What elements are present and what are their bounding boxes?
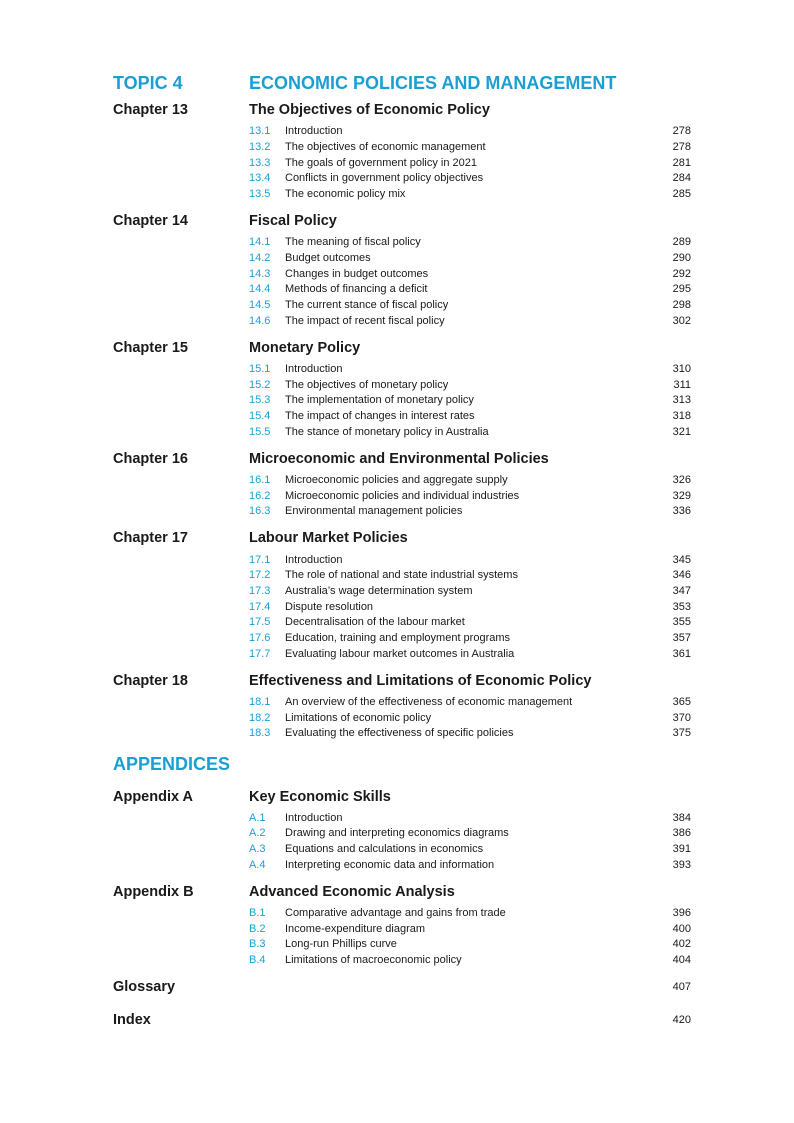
section-title: Evaluating the effectiveness of specific policies bbox=[285, 727, 514, 739]
section-title: Introduction bbox=[285, 125, 343, 137]
toc-entry[interactable] bbox=[249, 922, 691, 937]
page-number: 402 bbox=[672, 938, 691, 950]
section-number: 14.5 bbox=[249, 299, 271, 311]
appendix-title: Key Economic Skills bbox=[249, 789, 391, 805]
toc-entry[interactable] bbox=[249, 553, 691, 568]
section-title: The stance of monetary policy in Australia bbox=[285, 426, 489, 438]
section-number: 13.2 bbox=[249, 141, 271, 153]
section-number: 14.2 bbox=[249, 252, 271, 264]
chapter-label: Chapter 17 bbox=[113, 530, 188, 546]
section-number: 16.3 bbox=[249, 505, 271, 517]
section-number: 17.3 bbox=[249, 585, 271, 597]
page-number: 400 bbox=[672, 923, 691, 935]
page-number: 311 bbox=[673, 379, 691, 391]
page-number: 393 bbox=[672, 859, 691, 871]
section-title: Introduction bbox=[285, 363, 343, 375]
toc-entry[interactable] bbox=[249, 171, 691, 186]
toc-entry[interactable] bbox=[249, 282, 691, 297]
section-title: The impact of changes in interest rates bbox=[285, 410, 475, 422]
section-title: Education, training and employment programs bbox=[285, 632, 511, 644]
section-number: 15.3 bbox=[249, 394, 271, 406]
section-title: Limitations of economic policy bbox=[285, 712, 432, 724]
topic-title: ECONOMIC POLICIES AND MANAGEMENT bbox=[249, 73, 617, 93]
toc-entry[interactable] bbox=[249, 937, 691, 952]
section-number: A.3 bbox=[249, 843, 266, 855]
toc-entry[interactable] bbox=[249, 615, 691, 630]
page-number: 391 bbox=[672, 843, 691, 855]
section-number: B.1 bbox=[249, 907, 266, 919]
page-number: 285 bbox=[672, 188, 691, 200]
section-title: Comparative advantage and gains from trade bbox=[285, 907, 506, 919]
appendix-title: Advanced Economic Analysis bbox=[249, 884, 455, 900]
section-number: 15.1 bbox=[249, 363, 271, 375]
toc-entry[interactable] bbox=[249, 953, 691, 968]
page-number: 326 bbox=[672, 474, 691, 486]
toc-entry[interactable] bbox=[249, 906, 691, 921]
chapter-label: Chapter 14 bbox=[113, 213, 188, 229]
toc-entry[interactable] bbox=[249, 647, 691, 662]
section-number: B.4 bbox=[249, 954, 266, 966]
page-number: 295 bbox=[672, 283, 691, 295]
section-title: Microeconomic policies and individual industries bbox=[285, 490, 520, 502]
page-number: 375 bbox=[672, 727, 691, 739]
appendices-heading: APPENDICES bbox=[113, 754, 231, 774]
page-number: 302 bbox=[672, 315, 691, 327]
page-number: 353 bbox=[672, 601, 691, 613]
page-number: 404 bbox=[672, 954, 691, 966]
index-page-number: 420 bbox=[672, 1014, 691, 1026]
toc-entry[interactable] bbox=[249, 473, 691, 488]
toc-entry[interactable] bbox=[249, 314, 691, 329]
toc-entry[interactable] bbox=[249, 409, 691, 424]
section-number: 17.5 bbox=[249, 616, 271, 628]
toc-entry[interactable] bbox=[249, 425, 691, 440]
page-number: 396 bbox=[672, 907, 691, 919]
chapter-title: Fiscal Policy bbox=[249, 213, 337, 229]
page-number: 345 bbox=[672, 554, 691, 566]
section-title: Changes in budget outcomes bbox=[285, 268, 429, 280]
section-title: Interpreting economic data and information bbox=[285, 859, 495, 871]
section-number: 15.4 bbox=[249, 410, 271, 422]
toc-entry[interactable] bbox=[249, 393, 691, 408]
page-number: 313 bbox=[672, 394, 691, 406]
section-number: 16.1 bbox=[249, 474, 271, 486]
toc-entry[interactable] bbox=[249, 362, 691, 377]
section-number: 18.2 bbox=[249, 712, 271, 724]
toc-entry[interactable] bbox=[249, 251, 691, 266]
section-number: 18.3 bbox=[249, 727, 271, 739]
section-title: The current stance of fiscal policy bbox=[285, 299, 449, 311]
section-number: A.4 bbox=[249, 859, 266, 871]
section-title: Drawing and interpreting economics diagrams bbox=[285, 827, 509, 839]
toc-entry[interactable] bbox=[249, 378, 691, 393]
section-number: 17.4 bbox=[249, 601, 271, 613]
topic-label: TOPIC 4 bbox=[113, 73, 183, 93]
index-label[interactable]: Index bbox=[113, 1012, 151, 1028]
toc-entry[interactable] bbox=[249, 811, 691, 826]
chapter-title: Monetary Policy bbox=[249, 340, 361, 356]
section-title: The goals of government policy in 2021 bbox=[285, 157, 478, 169]
section-title: Australia’s wage determination system bbox=[285, 585, 473, 597]
section-number: B.3 bbox=[249, 938, 266, 950]
section-title: Environmental management policies bbox=[285, 505, 463, 517]
section-number: 13.1 bbox=[249, 125, 271, 137]
appendix-label: Appendix B bbox=[113, 884, 194, 900]
section-number: 15.2 bbox=[249, 379, 271, 391]
toc-entry[interactable] bbox=[249, 187, 691, 202]
section-title: Equations and calculations in economics bbox=[285, 843, 484, 855]
page-number: 298 bbox=[672, 299, 691, 311]
section-title: The role of national and state industrial systems bbox=[285, 569, 518, 581]
page-number: 355 bbox=[672, 616, 691, 628]
toc-entry[interactable] bbox=[249, 267, 691, 282]
section-title: Conflicts in government policy objectives bbox=[285, 172, 484, 184]
glossary-label[interactable]: Glossary bbox=[113, 979, 176, 995]
page-number: 346 bbox=[672, 569, 691, 581]
toc-entry[interactable] bbox=[249, 584, 691, 599]
section-title: Budget outcomes bbox=[285, 252, 371, 264]
page-number: 370 bbox=[672, 712, 691, 724]
page-number: 321 bbox=[672, 426, 691, 438]
section-title: Introduction bbox=[285, 554, 343, 566]
section-title: The impact of recent fiscal policy bbox=[285, 315, 445, 327]
section-number: 17.1 bbox=[249, 554, 271, 566]
section-number: 14.1 bbox=[249, 236, 271, 248]
page-number: 384 bbox=[672, 812, 691, 824]
section-title: Microeconomic policies and aggregate supply bbox=[285, 474, 508, 486]
section-number: 14.3 bbox=[249, 268, 271, 280]
section-title: The economic policy mix bbox=[285, 188, 406, 200]
page-number: 281 bbox=[672, 157, 691, 169]
section-title: The implementation of monetary policy bbox=[285, 394, 474, 406]
toc-entry[interactable] bbox=[249, 298, 691, 313]
page-number: 357 bbox=[672, 632, 691, 644]
toc-entry[interactable] bbox=[249, 600, 691, 615]
section-number: 18.1 bbox=[249, 696, 271, 708]
page-number: 386 bbox=[672, 827, 691, 839]
page-number: 318 bbox=[672, 410, 691, 422]
chapter-title: Effectiveness and Limitations of Economic Policy bbox=[249, 673, 592, 689]
toc-entry[interactable] bbox=[249, 489, 691, 504]
section-number: 15.5 bbox=[249, 426, 271, 438]
page-number: 290 bbox=[672, 252, 691, 264]
section-number: A.1 bbox=[249, 812, 266, 824]
section-title: The meaning of fiscal policy bbox=[285, 236, 421, 248]
toc-entry[interactable] bbox=[249, 140, 691, 155]
chapter-label: Chapter 18 bbox=[113, 673, 188, 689]
section-title: Limitations of macroeconomic policy bbox=[285, 954, 462, 966]
section-number: A.2 bbox=[249, 827, 266, 839]
chapter-label: Chapter 16 bbox=[113, 451, 188, 467]
appendix-label: Appendix A bbox=[113, 789, 194, 805]
section-number: 17.7 bbox=[249, 648, 271, 660]
section-number: 14.4 bbox=[249, 283, 271, 295]
toc-entry[interactable] bbox=[249, 695, 691, 710]
toc-entry[interactable] bbox=[249, 726, 691, 741]
section-title: An overview of the effectiveness of economic management bbox=[285, 696, 573, 708]
toc-entry[interactable] bbox=[249, 631, 691, 646]
chapter-label: Chapter 13 bbox=[113, 102, 188, 118]
page-number: 310 bbox=[672, 363, 691, 375]
section-title: Income-expenditure diagram bbox=[285, 923, 426, 935]
toc-entry[interactable] bbox=[249, 568, 691, 583]
toc-entry[interactable] bbox=[249, 826, 691, 841]
section-title: Decentralisation of the labour market bbox=[285, 616, 465, 628]
toc-entry[interactable] bbox=[249, 504, 691, 519]
page-number: 284 bbox=[672, 172, 691, 184]
toc-entry[interactable] bbox=[249, 842, 691, 857]
section-title: Dispute resolution bbox=[285, 601, 374, 613]
page-number: 329 bbox=[672, 490, 691, 502]
section-number: B.2 bbox=[249, 923, 266, 935]
toc-entry[interactable] bbox=[249, 124, 691, 139]
chapter-title: Microeconomic and Environmental Policies bbox=[249, 451, 549, 467]
section-title: Long-run Phillips curve bbox=[285, 938, 397, 950]
section-title: Introduction bbox=[285, 812, 343, 824]
section-title: The objectives of economic management bbox=[285, 141, 486, 153]
chapter-label: Chapter 15 bbox=[113, 340, 188, 356]
page-number: 347 bbox=[672, 585, 691, 597]
toc-entry[interactable] bbox=[249, 156, 691, 171]
section-title: The objectives of monetary policy bbox=[285, 379, 449, 391]
toc-entry[interactable] bbox=[249, 235, 691, 250]
page-number: 289 bbox=[672, 236, 691, 248]
toc-entry[interactable] bbox=[249, 858, 691, 873]
page-number: 278 bbox=[672, 125, 691, 137]
page-number: 361 bbox=[672, 648, 691, 660]
page-number: 278 bbox=[672, 141, 691, 153]
section-title: Evaluating labour market outcomes in Australia bbox=[285, 648, 515, 660]
section-title: Methods of financing a deficit bbox=[285, 283, 428, 295]
section-number: 17.2 bbox=[249, 569, 271, 581]
section-number: 13.5 bbox=[249, 188, 271, 200]
chapter-title: Labour Market Policies bbox=[249, 530, 408, 546]
section-number: 14.6 bbox=[249, 315, 271, 327]
section-number: 16.2 bbox=[249, 490, 271, 502]
toc-entry[interactable] bbox=[249, 711, 691, 726]
page-number: 292 bbox=[672, 268, 691, 280]
section-number: 17.6 bbox=[249, 632, 271, 644]
glossary-page-number: 407 bbox=[672, 981, 691, 993]
section-number: 13.3 bbox=[249, 157, 271, 169]
page-number: 365 bbox=[672, 696, 691, 708]
chapter-title: The Objectives of Economic Policy bbox=[249, 102, 490, 118]
section-number: 13.4 bbox=[249, 172, 271, 184]
page-number: 336 bbox=[672, 505, 691, 517]
